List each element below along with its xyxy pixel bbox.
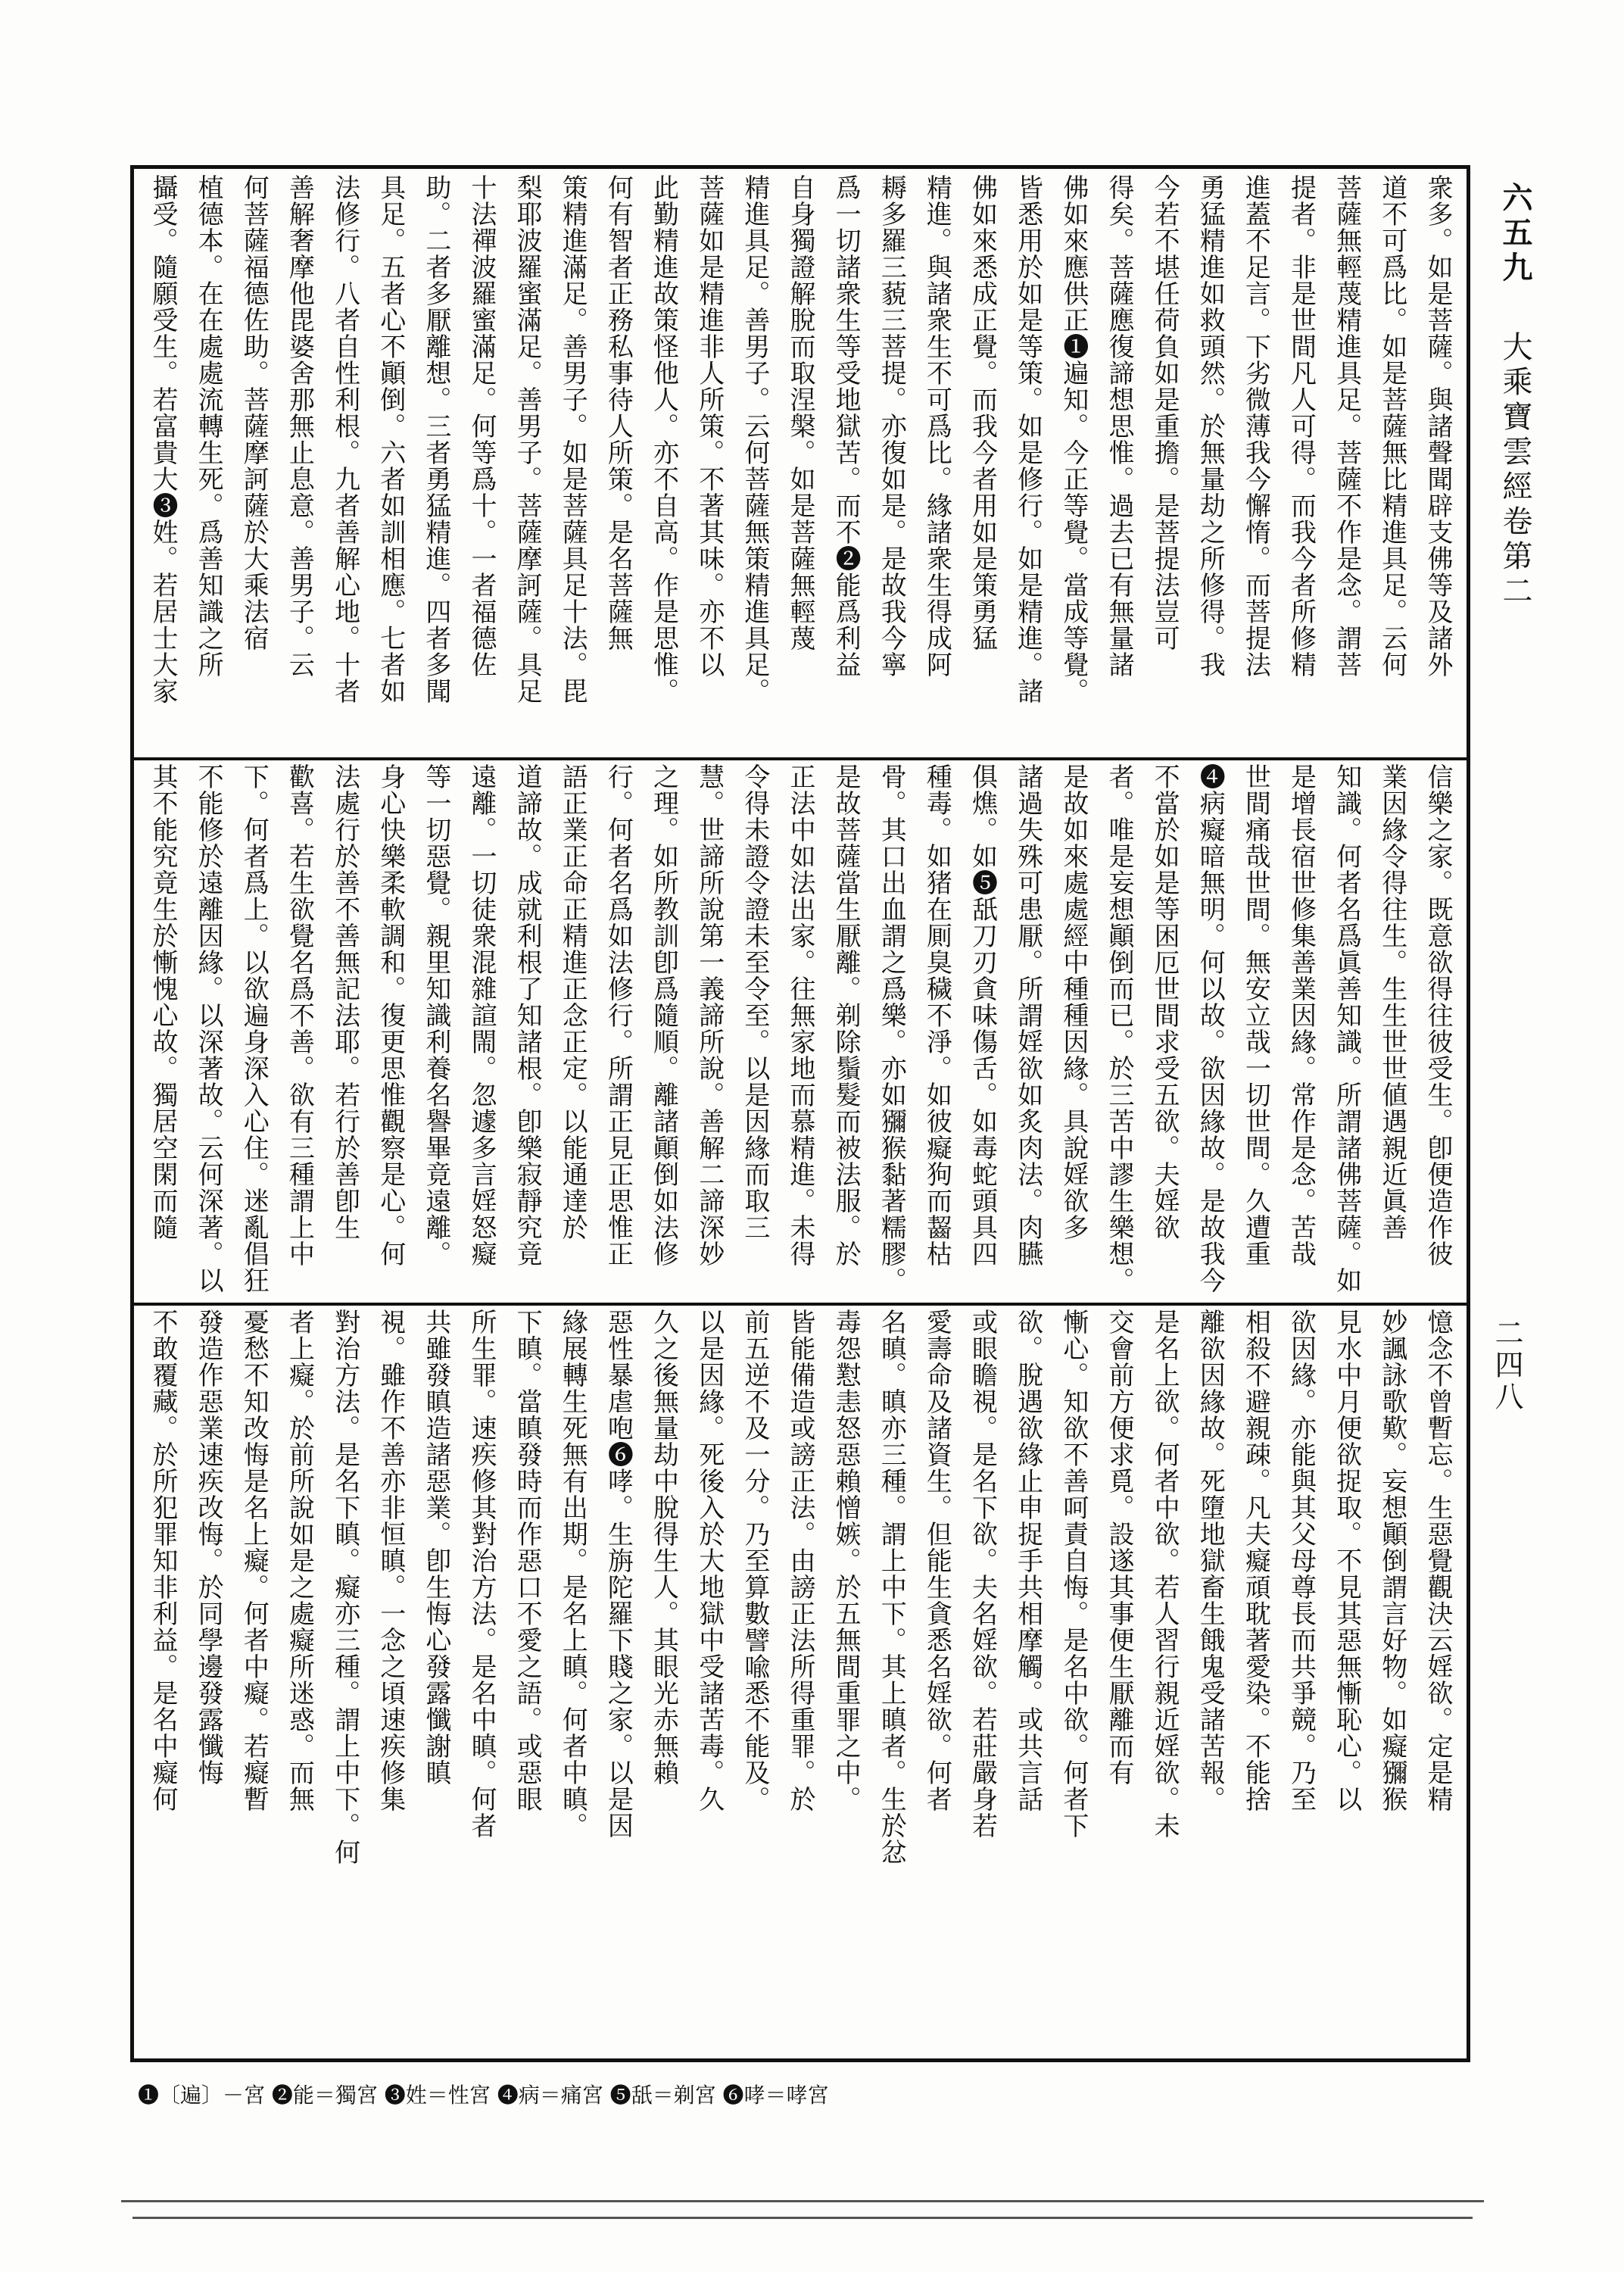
text-column: 善解奢摩他毘婆舍那無止息意。善男子。云 xyxy=(284,174,315,678)
footnote-text: ❶〔遍〕－宮 ❷能＝獨宮 ❸姓＝性宮 ❹病＝痛宮 ❺舐＝剃宮 ❻哮＝哮宮 xyxy=(138,2083,829,2108)
text-column: 毒怨懟恚怒惡賴憎嫉。於五無間重罪之中。 xyxy=(831,1309,862,1812)
text-column: 前五逆不及一分。乃至算數譬喩悉不能及。 xyxy=(739,1309,770,1812)
text-column: 憶念不曾暫忘。生惡覺觀決云婬欲。定是精 xyxy=(1422,1309,1453,1812)
text-band-bottom xyxy=(141,1309,1460,2058)
text-column: 不當於如是等困厄世間求受五欲。夫婬欲 xyxy=(1149,763,1180,1241)
text-column: 見水中月便欲捉取。不見其惡無慚恥心。以 xyxy=(1331,1309,1362,1812)
text-column: 緣展轉生死無有出期。是名上瞋。何者中瞋。 xyxy=(557,1309,588,1839)
bottom-rule-1 xyxy=(121,2200,1484,2202)
text-column: 俱燋。如❺舐刀刃貪味傷舌。如毒蛇頭具四 xyxy=(967,763,998,1267)
text-column: 遠離。一切徒衆混雜諠閙。忽遽多言婬怒癡 xyxy=(466,763,497,1267)
text-column: 是名上欲。何者中欲。若人習行親近婬欲。未 xyxy=(1149,1309,1180,1839)
text-column: 妙諷詠歌歎。妄想顚倒謂言好物。如癡獼猴 xyxy=(1376,1309,1407,1812)
bottom-rule-2 xyxy=(132,2217,1473,2219)
text-column: 不敢覆藏。於所犯罪知非利益。是名中癡何 xyxy=(148,1309,178,1812)
text-column: 梨耶波羅蜜滿足。善男子。菩薩摩訶薩。具足 xyxy=(512,174,543,704)
text-column: 以是因緣。死後入於大地獄中受諸苦毒。久 xyxy=(694,1309,725,1812)
text-column: 耨多羅三藐三菩提。亦復如是。是故我今寧 xyxy=(876,174,907,678)
text-column: 自身獨證解脫而取涅槃。如是菩薩無輕蔑 xyxy=(784,174,815,651)
text-column: 具足。五者心不顚倒。六者如訓相應。七者如 xyxy=(375,174,406,704)
text-column: 十法禪波羅蜜滿足。何等爲十。一者福德佐 xyxy=(466,174,497,678)
text-column: 欲。脫遇欲緣止申捉手共相摩觸。或共言話 xyxy=(1012,1309,1043,1812)
text-column: 佛如來應供正❶遍知。今正等覺。當成等覺。 xyxy=(1058,174,1089,704)
text-column: 佛如來悉成正覺。而我今者用如是策勇猛 xyxy=(967,174,998,651)
text-column: 愛壽命及諸資生。但能生貪悉名婬欲。何者 xyxy=(921,1309,952,1812)
page-number: 六五九 xyxy=(1498,182,1533,286)
text-column: 不能修於遠離因緣。以深著故。云何深著。以 xyxy=(193,763,224,1294)
text-column: 對治方法。是名下瞋。癡亦三種。謂上中下。何 xyxy=(329,1309,360,1865)
text-column: 慧。世諦所說第一義諦所說。善解二諦深妙 xyxy=(694,763,725,1267)
text-column: 此勤精進故策怪他人。亦不自高。作是思惟。 xyxy=(648,174,679,704)
text-column: 皆悉用於如是等策。如是修行。如是精進。諸 xyxy=(1012,174,1043,704)
text-column: 語正業正命正精進正念正定。以能通達於 xyxy=(557,763,588,1241)
text-column: 菩薩無輕蔑精進具足。菩薩不作是念。謂菩 xyxy=(1331,174,1362,678)
text-column: 欲因緣。亦能與其父母尊長而共爭競。乃至 xyxy=(1286,1309,1317,1812)
text-column: 衆多。如是菩薩。與諸聲聞辟支佛等及諸外 xyxy=(1422,174,1453,678)
text-column: 世間痛哉世間。無安立哉一切世間。久遭重 xyxy=(1240,763,1271,1267)
text-column: 相殺不避親疎。凡夫癡頑耽著愛染。不能捨 xyxy=(1240,1309,1271,1812)
text-column: 離欲因緣故。死墮地獄畜生餓鬼受諸苦報。 xyxy=(1195,1309,1226,1812)
band-divider-1 xyxy=(130,757,1470,760)
text-column: ❹病癡暗無明。何以故。欲因緣故。是故我今 xyxy=(1195,763,1226,1294)
text-column: 提者。非是世間凡人可得。而我今者所修精 xyxy=(1286,174,1317,678)
text-column: 得矣。菩薩應復諦想思惟。過去已有無量諸 xyxy=(1103,174,1134,678)
text-column: 精進具足。善男子。云何菩薩無策精進具足。 xyxy=(739,174,770,704)
text-column: 攝受。隨願受生。若富貴大❸姓。若居士大家 xyxy=(148,174,178,704)
text-column: 交會前方便求覓。設遂其事便生厭離而有 xyxy=(1103,1309,1134,1786)
text-column: 久之後無量劫中脫得生人。其眼光赤無賴 xyxy=(648,1309,679,1786)
text-column: 等一切惡覺。親里知識利養名譽畢竟遠離。 xyxy=(420,763,451,1267)
text-column: 慚心。知欲不善呵責自悔。是名中欲。何者下 xyxy=(1058,1309,1089,1839)
text-column: 是故如來處處經中種種因緣。具說婬欲多 xyxy=(1058,763,1089,1241)
text-column: 是增長宿世修集善業因緣。常作是念。苦哉 xyxy=(1286,763,1317,1267)
text-column: 法修行。八者自性利根。九者善解心地。十者 xyxy=(329,174,360,704)
text-column: 勇猛精進如救頭然。於無量劫之所修得。我 xyxy=(1195,174,1226,678)
text-column: 身心快樂柔軟調和。復更思惟觀察是心。何 xyxy=(375,763,406,1267)
text-column: 道諦故。成就利根了知諸根。卽樂寂靜究竟 xyxy=(512,763,543,1267)
text-column: 骨。其口出血謂之爲樂。亦如獼猴黏著糯膠。 xyxy=(876,763,907,1294)
text-column: 視。雖作不善亦非恒瞋。一念之頃速疾修集 xyxy=(375,1309,406,1812)
text-column: 或眼瞻視。是名下欲。夫名婬欲。若莊嚴身若 xyxy=(967,1309,998,1839)
running-header xyxy=(1484,182,1537,610)
text-column: 發造作惡業速疾改悔。於同學邊發露懺悔 xyxy=(193,1309,224,1786)
text-column: 之理。如所教訓卽爲隨順。離諸顚倒如法修 xyxy=(648,763,679,1267)
text-column: 進蓋不足言。下劣微薄我今懈惰。而菩提法 xyxy=(1240,174,1271,678)
text-column: 信樂之家。既意欲得往彼受生。卽便造作彼 xyxy=(1422,763,1453,1267)
text-column: 道不可爲比。如是菩薩無比精進具足。云何 xyxy=(1376,174,1407,678)
text-column: 何有智者正務私事待人所策。是名菩薩無 xyxy=(603,174,634,651)
text-column: 名瞋。瞋亦三種。謂上中下。其上瞋者。生於忿 xyxy=(876,1309,907,1865)
text-column: 助。二者多厭離想。三者勇猛精進。四者多聞 xyxy=(420,174,451,704)
text-column: 精進。與諸衆生不可爲比。緣諸衆生得成阿 xyxy=(921,174,952,678)
text-column: 菩薩如是精進非人所策。不著其味。亦不以 xyxy=(694,174,725,678)
text-column: 憂愁不知改悔是名上癡。何者中癡。若癡暫 xyxy=(238,1309,270,1812)
band-divider-2 xyxy=(130,1303,1470,1306)
text-column: 者。唯是妄想顚倒而已。於三苦中謬生樂想。 xyxy=(1103,763,1134,1294)
text-column: 爲一切諸衆生等受地獄苦。而不❷能爲利益 xyxy=(831,174,862,678)
text-column: 所生罪。速疾修其對治方法。是名中瞋。何者 xyxy=(466,1309,497,1839)
text-column: 歡喜。若生欲覺名爲不善。欲有三種謂上中 xyxy=(284,763,315,1267)
text-column: 法處行於善不善無記法耶。若行於善卽生 xyxy=(329,763,360,1241)
text-column: 植德本。在在處處流轉生死。爲善知識之所 xyxy=(193,174,224,678)
secondary-page-number: 二四八 xyxy=(1490,1318,1523,1413)
text-column: 令得未證令證未至令至。以是因緣而取三 xyxy=(739,763,770,1241)
text-column: 策精進滿足。善男子。如是菩薩具足十法。毘 xyxy=(557,174,588,704)
text-column: 諸過失殊可患厭。所謂婬欲如炙肉法。肉臙 xyxy=(1012,763,1043,1267)
text-column: 是故菩薩當生厭離。剃除鬚髮而被法服。於 xyxy=(831,763,862,1267)
text-column: 知識。何者名爲眞善知識。所謂諸佛菩薩。如 xyxy=(1331,763,1362,1294)
text-band-top xyxy=(141,174,1460,754)
text-column: 下。何者爲上。以欲遍身深入心住。迷亂倡狂 xyxy=(238,763,270,1294)
text-column: 惡性暴虐咆❻哮。生旃陀羅下賤之家。以是因 xyxy=(603,1309,634,1839)
text-column: 共雖發瞋造諸惡業。卽生悔心發露懺謝瞋 xyxy=(420,1309,451,1786)
text-column: 下瞋。當瞋發時而作惡口不愛之語。或惡眼 xyxy=(512,1309,543,1812)
text-column: 業因緣令得往生。生生世世値遇親近眞善 xyxy=(1376,763,1407,1241)
text-column: 者上癡。於前所說如是之處癡所迷惑。而無 xyxy=(284,1309,315,1812)
text-column: 今若不堪任荷負如是重擔。是菩提法豈可 xyxy=(1149,174,1180,651)
text-band-middle xyxy=(141,763,1460,1297)
text-column: 行。何者名爲如法修行。所謂正見正思惟正 xyxy=(603,763,634,1267)
text-column: 其不能究竟生於慚愧心故。獨居空閑而隨 xyxy=(148,763,178,1241)
text-column: 皆能備造或謗正法。由謗正法所得重罪。於 xyxy=(784,1309,815,1812)
book-title: 大乘寶雲經卷第二 xyxy=(1498,330,1532,610)
text-column: 種毒。如猪在厠臭穢不淨。如彼癡狗而齧枯 xyxy=(921,763,952,1267)
text-column: 正法中如法出家。往無家地而慕精進。未得 xyxy=(784,763,815,1267)
text-column: 何菩薩福德佐助。菩薩摩訶薩於大乘法宿 xyxy=(238,174,270,651)
